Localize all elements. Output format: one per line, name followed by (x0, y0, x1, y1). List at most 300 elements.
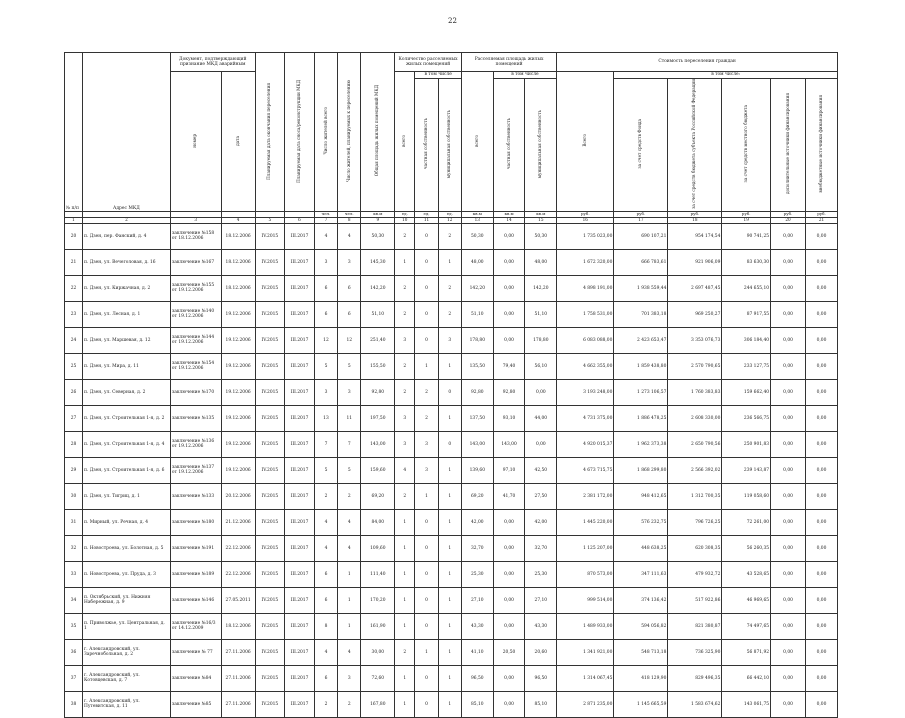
cell-c-ext2: 0,00 (805, 379, 837, 405)
cell-a-priv: 0,00 (493, 509, 525, 535)
cell-c-loc: 72 261,00 (722, 509, 771, 535)
cell-a-mun: 27,50 (525, 483, 557, 509)
cell-num: заключение №154 от 19.12.2006 (170, 353, 221, 379)
cell-c-ext: 0,00 (771, 665, 806, 691)
cell-a-all: 48,00 (461, 249, 493, 275)
table-row (65, 223, 838, 249)
cell-c-all: 4 731 375,00 (557, 405, 614, 431)
header-area-incl: в том числе (493, 72, 557, 79)
cell-k-all: 4 (395, 457, 415, 483)
cell-n: 29 (65, 457, 83, 483)
cell-a-priv: 0,00 (493, 223, 525, 249)
cell-r-all: 8 (314, 613, 337, 639)
cell-addr: п. Дзен, ул. Строительная 1-я, д. 4 (82, 431, 170, 457)
cell-r-all: 3 (314, 379, 337, 405)
cell-addr: п. Приволжье, ул. Центральная, д. 1 (82, 613, 170, 639)
cell-end: IV.2015 (255, 509, 285, 535)
column-number-cell: 17 (614, 217, 668, 223)
table-row (65, 327, 838, 353)
cell-c-reg: 821 380,87 (668, 613, 722, 639)
cell-k-all: 1 (395, 665, 415, 691)
cell-demo: III.2017 (285, 223, 315, 249)
cell-k-priv: 0 (415, 587, 438, 613)
cell-c-ext: 0,00 (771, 379, 806, 405)
cell-a-all: 69,20 (461, 483, 493, 509)
cell-c-all: 1 758 531,00 (557, 301, 614, 327)
cell-date: 18.12.2006 (221, 223, 255, 249)
cell-r-move: 12 (338, 327, 361, 353)
cell-c-reg: 479 932,72 (668, 561, 722, 587)
cell-r-all: 6 (314, 587, 337, 613)
column-number-cell: 4 (221, 217, 255, 223)
cell-r-move: 3 (338, 665, 361, 691)
cell-num: заключение №191 (170, 535, 221, 561)
cell-a-all: 96,50 (461, 665, 493, 691)
cell-num: заключение №16/3 от 14.12.2009 (170, 613, 221, 639)
cell-c-loc: 83 630,30 (722, 249, 771, 275)
header-rooms-total: всего (395, 72, 415, 212)
cell-demo: III.2017 (285, 405, 315, 431)
cell-date: 19.12.2006 (221, 457, 255, 483)
cell-c-all: 6 083 088,00 (557, 327, 614, 353)
cell-n: 20 (65, 223, 83, 249)
cell-c-loc: 236 566,75 (722, 405, 771, 431)
cell-c-ext: 0,00 (771, 509, 806, 535)
cell-k-mun: 1 (438, 457, 461, 483)
cell-area: 170,20 (361, 587, 395, 613)
cell-n: 25 (65, 353, 83, 379)
cell-k-mun: 1 (438, 483, 461, 509)
cell-c-ext2: 0,00 (805, 327, 837, 353)
cell-n: 24 (65, 327, 83, 353)
cell-end: IV.2015 (255, 353, 285, 379)
cell-a-priv: 0,00 (493, 613, 525, 639)
unit-cell: чел. (338, 211, 361, 217)
cell-num: заключение №137 от 19.12.2006 (170, 457, 221, 483)
cell-a-mun: 0,00 (525, 379, 557, 405)
cell-end: IV.2015 (255, 613, 285, 639)
cell-k-mun: 1 (438, 249, 461, 275)
cell-r-all: 6 (314, 665, 337, 691)
cell-r-move: 2 (338, 691, 361, 717)
cell-r-move: 3 (338, 249, 361, 275)
column-number-cell: 21 (805, 217, 837, 223)
cell-demo: III.2017 (285, 509, 315, 535)
header-row-no: № п/п (65, 53, 83, 212)
cell-c-ext: 0,00 (771, 691, 806, 717)
cell-c-fund: 1 886 478,25 (614, 405, 668, 431)
header-rooms-municipal: муниципальная собственность (438, 79, 461, 212)
cell-r-all: 2 (314, 483, 337, 509)
cell-r-all: 6 (314, 275, 337, 301)
table-row (65, 561, 838, 587)
cell-c-loc: 46 969,65 (722, 587, 771, 613)
header-cost-incl: в том числе: (614, 72, 838, 79)
cell-k-all: 2 (395, 483, 415, 509)
cell-date: 19.12.2006 (221, 353, 255, 379)
cell-r-all: 5 (314, 457, 337, 483)
cell-a-all: 42,00 (461, 509, 493, 535)
cell-area: 30,00 (361, 639, 395, 665)
column-number-cell: 9 (361, 217, 395, 223)
cell-a-priv: 0,00 (493, 561, 525, 587)
cell-c-reg: 3 353 076,73 (668, 327, 722, 353)
cell-k-priv: 0 (415, 691, 438, 717)
cell-addr: п. Дзен, ул. Лесная, д. 1 (82, 301, 170, 327)
header-area-total: всего (461, 72, 493, 212)
cell-r-move: 5 (338, 353, 361, 379)
cell-addr: п. Дзен, ул. Строительная 1-я, д. 2 (82, 405, 170, 431)
cell-a-mun: 178,80 (525, 327, 557, 353)
cell-area: 143,00 (361, 431, 395, 457)
cell-r-all: 7 (314, 431, 337, 457)
cell-k-mun: 2 (438, 275, 461, 301)
cell-c-ext2: 0,00 (805, 691, 837, 717)
cell-c-loc: 43 528,65 (722, 561, 771, 587)
cell-c-ext2: 0,00 (805, 275, 837, 301)
cell-k-priv: 1 (415, 483, 438, 509)
cell-k-priv: 0 (415, 665, 438, 691)
cell-area: 251,40 (361, 327, 395, 353)
cell-end: IV.2015 (255, 379, 285, 405)
cell-num: заключение №85 (170, 691, 221, 717)
cell-k-mun: 2 (438, 223, 461, 249)
unit-cell: руб. (771, 211, 806, 217)
cell-r-move: 6 (338, 275, 361, 301)
cell-date: 19.12.2006 (221, 301, 255, 327)
cell-a-all: 135,50 (461, 353, 493, 379)
cell-num: заключение №158 от 18.12.2006 (170, 223, 221, 249)
unit-cell: руб. (805, 211, 837, 217)
cell-c-ext: 0,00 (771, 639, 806, 665)
cell-a-all: 143,00 (461, 431, 493, 457)
cell-c-fund: 448 638,25 (614, 535, 668, 561)
cell-demo: III.2017 (285, 353, 315, 379)
cell-num: заключение №84 (170, 665, 221, 691)
cell-area: 197,50 (361, 405, 395, 431)
header-cost-group: Стоимость переселения граждан (557, 53, 838, 72)
cell-n: 37 (65, 665, 83, 691)
cell-r-all: 3 (314, 249, 337, 275)
header-residents-total: Число жителей всего (314, 53, 337, 212)
cell-r-all: 13 (314, 405, 337, 431)
cell-date: 20.12.2006 (221, 483, 255, 509)
cell-c-ext: 0,00 (771, 223, 806, 249)
cell-c-ext2: 0,00 (805, 457, 837, 483)
cell-addr: г. Александровский, ул. Котовцевская, д. 7 (82, 665, 170, 691)
cell-a-mun: 42,00 (525, 509, 557, 535)
cell-r-all: 6 (314, 561, 337, 587)
cell-addr: п. Дзен, ул. Вечеголовая, д. 16 (82, 249, 170, 275)
cell-r-move: 1 (338, 613, 361, 639)
unit-cell: кв.м (525, 211, 557, 217)
cell-c-fund: 701 383,18 (614, 301, 668, 327)
cell-c-loc: 233 127,75 (722, 353, 771, 379)
cell-k-all: 3 (395, 327, 415, 353)
cell-k-all: 1 (395, 561, 415, 587)
column-number-cell: 10 (395, 217, 415, 223)
cell-c-all: 1 735 023,00 (557, 223, 614, 249)
cell-end: IV.2015 (255, 405, 285, 431)
cell-a-priv: 20,50 (493, 639, 525, 665)
cell-a-priv: 0,00 (493, 535, 525, 561)
cell-area: 51,10 (361, 301, 395, 327)
cell-n: 27 (65, 405, 83, 431)
cell-k-all: 1 (395, 691, 415, 717)
cell-c-fund: 576 232,75 (614, 509, 668, 535)
cell-c-all: 870 573,00 (557, 561, 614, 587)
cell-r-move: 1 (338, 587, 361, 613)
column-number-cell: 19 (722, 217, 771, 223)
cell-k-mun: 1 (438, 665, 461, 691)
cell-r-move: 2 (338, 483, 361, 509)
cell-a-mun: 0,00 (525, 431, 557, 457)
column-number-cell: 11 (415, 217, 438, 223)
cell-k-mun: 2 (438, 301, 461, 327)
cell-c-fund: 1 938 559,44 (614, 275, 668, 301)
cell-date: 21.12.2006 (221, 509, 255, 535)
cell-c-all: 1 125 207,00 (557, 535, 614, 561)
cell-a-priv: 0,00 (493, 275, 525, 301)
cell-n: 31 (65, 509, 83, 535)
cell-k-mun: 0 (438, 431, 461, 457)
cell-k-all: 1 (395, 249, 415, 275)
cell-k-mun: 0 (438, 379, 461, 405)
unit-cell: руб. (722, 211, 771, 217)
cell-c-ext2: 0,00 (805, 509, 837, 535)
cell-a-priv: 0,00 (493, 301, 525, 327)
cell-c-ext: 0,00 (771, 613, 806, 639)
cell-r-move: 4 (338, 535, 361, 561)
cell-c-ext: 0,00 (771, 431, 806, 457)
cell-c-fund: 347 111,63 (614, 561, 668, 587)
table-row (65, 483, 838, 509)
cell-n: 32 (65, 535, 83, 561)
cell-c-fund: 548 713,18 (614, 639, 668, 665)
cell-c-ext: 0,00 (771, 301, 806, 327)
cell-c-loc: 74 497,65 (722, 613, 771, 639)
cell-k-priv: 1 (415, 639, 438, 665)
header-address: Адрес МКД (82, 53, 170, 212)
cell-c-all: 1 445 220,00 (557, 509, 614, 535)
cell-end: IV.2015 (255, 457, 285, 483)
cell-num: заключение №140 от 19.12.2006 (170, 301, 221, 327)
resettlement-table (64, 52, 838, 718)
cell-a-priv: 0,00 (493, 665, 525, 691)
cell-k-mun: 1 (438, 587, 461, 613)
cell-addr: п. Дзен, пер. Фанский, д. 4 (82, 223, 170, 249)
column-number-cell: 18 (668, 217, 722, 223)
cell-c-loc: 56 260,35 (722, 535, 771, 561)
cell-a-priv: 92,80 (493, 379, 525, 405)
header-rooms-group: Количество расселяемых жилых помещений (395, 53, 462, 72)
cell-demo: III.2017 (285, 665, 315, 691)
cell-c-loc: 306 184,40 (722, 327, 771, 353)
unit-cell: кв.м (361, 211, 395, 217)
header-rooms-private: частная собственность (415, 79, 438, 212)
cell-a-mun: 20,60 (525, 639, 557, 665)
table-row (65, 665, 838, 691)
cell-demo: III.2017 (285, 457, 315, 483)
cell-a-priv: 143,00 (493, 431, 525, 457)
header-date: дата (221, 72, 255, 212)
cell-end: IV.2015 (255, 431, 285, 457)
cell-date: 27.11.2006 (221, 691, 255, 717)
cell-n: 23 (65, 301, 83, 327)
cell-num: заключение №133 (170, 483, 221, 509)
cell-demo: III.2017 (285, 561, 315, 587)
cell-c-ext2: 0,00 (805, 301, 837, 327)
header-cost-region: за счет средств бюджета субъекта Российской Федерации (668, 79, 722, 212)
cell-k-priv: 0 (415, 301, 438, 327)
cell-c-ext: 0,00 (771, 457, 806, 483)
cell-end: IV.2015 (255, 275, 285, 301)
cell-addr: п. Дзен, ул. Киржачная, д. 2 (82, 275, 170, 301)
cell-a-mun: 27,10 (525, 587, 557, 613)
table-row (65, 353, 838, 379)
cell-c-all: 3 193 248,00 (557, 379, 614, 405)
cell-date: 19.12.2006 (221, 379, 255, 405)
header-total-area: Общая площадь жилых помещений МКД (361, 53, 395, 212)
cell-a-mun: 32,70 (525, 535, 557, 561)
cell-r-move: 11 (338, 405, 361, 431)
cell-k-priv: 3 (415, 457, 438, 483)
cell-c-all: 4 673 715,75 (557, 457, 614, 483)
table-row (65, 249, 838, 275)
cell-demo: III.2017 (285, 639, 315, 665)
cell-k-all: 1 (395, 587, 415, 613)
cell-r-all: 4 (314, 535, 337, 561)
cell-c-ext2: 0,00 (805, 561, 837, 587)
cell-k-all: 3 (395, 405, 415, 431)
cell-k-priv: 0 (415, 561, 438, 587)
cell-a-mun: 42,50 (525, 457, 557, 483)
cell-k-priv: 0 (415, 223, 438, 249)
cell-a-all: 41,10 (461, 639, 493, 665)
cell-k-mun: 1 (438, 535, 461, 561)
cell-r-move: 6 (338, 301, 361, 327)
table-row (65, 587, 838, 613)
cell-k-all: 2 (395, 379, 415, 405)
cell-c-reg: 517 922,86 (668, 587, 722, 613)
cell-date: 18.12.2006 (221, 249, 255, 275)
cell-k-all: 1 (395, 613, 415, 639)
cell-area: 84,00 (361, 509, 395, 535)
cell-c-fund: 948 412,65 (614, 483, 668, 509)
cell-end: IV.2015 (255, 327, 285, 353)
header-residents-to-move: Число жителей, планируемых к переселению (338, 53, 361, 212)
cell-end: IV.2015 (255, 301, 285, 327)
cell-r-all: 12 (314, 327, 337, 353)
cell-a-priv: 93,10 (493, 405, 525, 431)
header-area-group: Расселяемая площадь жилых помещений (461, 53, 556, 72)
table-row (65, 275, 838, 301)
cell-c-fund: 418 129,90 (614, 665, 668, 691)
cell-addr: п. Дзен, ул. Маршевая, д. 12 (82, 327, 170, 353)
cell-c-all: 1 314 067,45 (557, 665, 614, 691)
unit-cell: руб. (614, 211, 668, 217)
cell-date: 27.05.2011 (221, 587, 255, 613)
cell-n: 34 (65, 587, 83, 613)
cell-a-all: 178,80 (461, 327, 493, 353)
cell-c-ext: 0,00 (771, 535, 806, 561)
cell-r-all: 6 (314, 301, 337, 327)
cell-area: 50,30 (361, 223, 395, 249)
cell-a-all: 142,20 (461, 275, 493, 301)
cell-c-ext2: 0,00 (805, 613, 837, 639)
cell-k-mun: 1 (438, 509, 461, 535)
cell-c-fund: 594 056,82 (614, 613, 668, 639)
cell-r-move: 4 (338, 639, 361, 665)
cell-k-mun: 1 (438, 613, 461, 639)
cell-addr: п. Дзен, ул. Северная, д. 2 (82, 379, 170, 405)
table-row (65, 691, 838, 717)
cell-c-all: 1 672 320,00 (557, 249, 614, 275)
cell-demo: III.2017 (285, 431, 315, 457)
cell-area: 145,30 (361, 249, 395, 275)
cell-c-loc: 90 741,25 (722, 223, 771, 249)
unit-cell: кв.м (461, 211, 493, 217)
cell-demo: III.2017 (285, 535, 315, 561)
cell-c-reg: 2 650 790,56 (668, 431, 722, 457)
unit-cell: ед. (415, 211, 438, 217)
unit-cell: кв.м (493, 211, 525, 217)
cell-k-priv: 0 (415, 327, 438, 353)
unit-cell: руб. (557, 211, 614, 217)
cell-a-all: 50,30 (461, 223, 493, 249)
cell-k-mun: 1 (438, 405, 461, 431)
page-number: 22 (448, 17, 457, 25)
cell-c-fund: 1 868 299,80 (614, 457, 668, 483)
cell-c-ext2: 0,00 (805, 353, 837, 379)
cell-a-mun: 85,10 (525, 691, 557, 717)
column-number-cell: 7 (314, 217, 337, 223)
cell-k-all: 3 (395, 431, 415, 457)
cell-date: 27.11.2006 (221, 665, 255, 691)
header-cost-local: за счет средств местного бюджета (722, 79, 771, 212)
cell-date: 18.12.2006 (221, 613, 255, 639)
cell-c-loc: 87 917,55 (722, 301, 771, 327)
cell-a-mun: 96,50 (525, 665, 557, 691)
cell-c-ext: 0,00 (771, 327, 806, 353)
cell-r-all: 2 (314, 691, 337, 717)
header-cost-extra2: внебюджетные источники финансирования (805, 79, 837, 212)
cell-c-loc: 239 143,87 (722, 457, 771, 483)
cell-c-ext2: 0,00 (805, 639, 837, 665)
cell-num: заключение №144 от 19.12.2006 (170, 327, 221, 353)
cell-r-move: 4 (338, 223, 361, 249)
cell-k-priv: 1 (415, 353, 438, 379)
unit-cell: руб. (668, 211, 722, 217)
table-row (65, 457, 838, 483)
cell-area: 109,60 (361, 535, 395, 561)
column-number-cell: 13 (461, 217, 493, 223)
cell-a-mun: 51,10 (525, 301, 557, 327)
cell-a-mun: 50,30 (525, 223, 557, 249)
header-area-municipal: муниципальная собственность (525, 79, 557, 212)
cell-date: 22.12.2006 (221, 561, 255, 587)
cell-num: заключение №135 (170, 405, 221, 431)
cell-c-all: 1 489 933,00 (557, 613, 614, 639)
cell-a-priv: 0,00 (493, 327, 525, 353)
cell-num: заключение №180 (170, 509, 221, 535)
cell-k-all: 1 (395, 509, 415, 535)
cell-demo: III.2017 (285, 275, 315, 301)
cell-k-priv: 2 (415, 405, 438, 431)
cell-c-reg: 796 726,25 (668, 509, 722, 535)
cell-k-all: 1 (395, 535, 415, 561)
cell-r-move: 5 (338, 457, 361, 483)
